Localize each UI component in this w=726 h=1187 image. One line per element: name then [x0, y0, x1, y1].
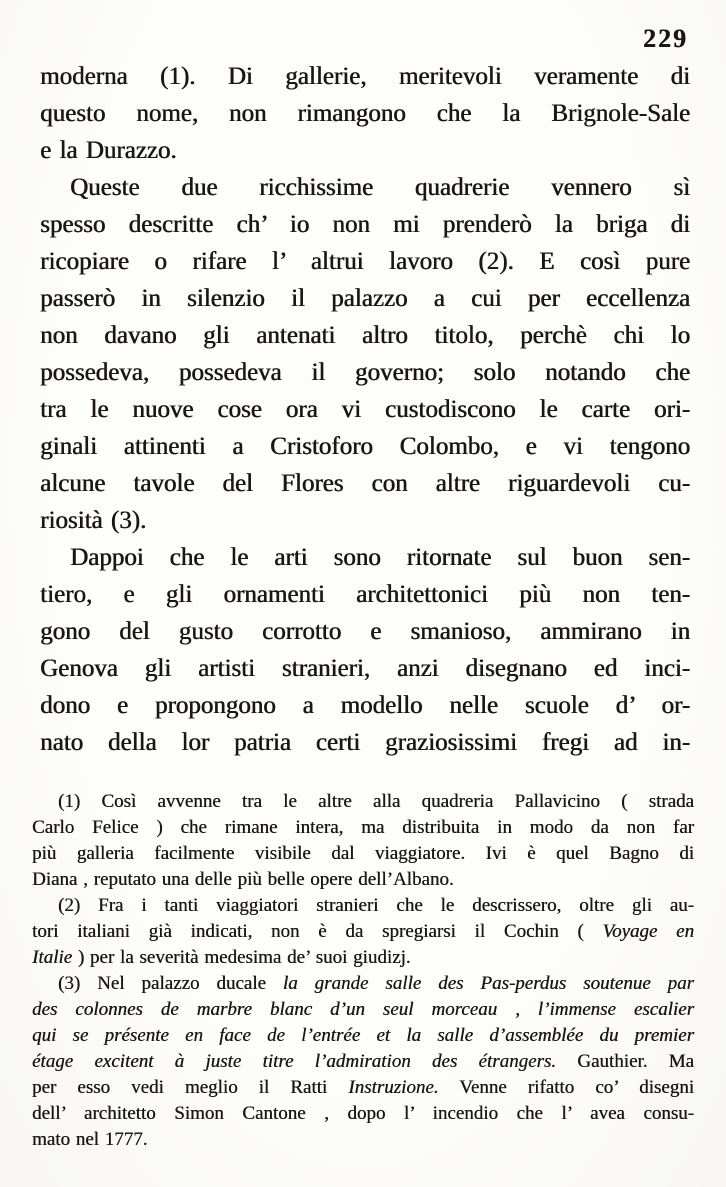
footnote-line: [32, 1127, 694, 1153]
main-text-line: [40, 206, 690, 243]
footnote-line: [32, 1023, 694, 1049]
text-segment: (2) Fra i tanti viaggiatori stranieri che le descrissero, oltre gli au-: [58, 895, 694, 916]
footnote-line: [32, 893, 694, 919]
main-text-line: [40, 502, 690, 539]
footnote-line: [32, 1049, 694, 1075]
main-text-block: [40, 58, 690, 761]
text-segment: dell’ architetto Simon Cantone , dopo l’ incendio che l’ avea consu-: [32, 1103, 694, 1124]
footnote-line: [32, 971, 694, 997]
text-segment: spesso descritte ch’ io non mi prenderò la briga di: [40, 211, 690, 238]
text-segment: più galleria facilmente visibile dal viaggiatore. Ivi è quel Bagno di: [32, 843, 694, 864]
text-segment: moderna (1). Di gallerie, meritevoli veramente di: [40, 63, 690, 90]
text-segment: tiero, e gli ornamenti architettonici più non ten-: [40, 581, 690, 608]
text-segment: possedeva, possedeva il governo; solo notando che: [40, 359, 690, 386]
footnote-line: [32, 1101, 694, 1127]
italic-text-segment: la grande salle des Pas-perdus soutenue par: [282, 973, 694, 994]
text-segment: tra le nuove cose ora vi custodiscono le carte ori-: [40, 396, 690, 423]
italic-text-segment: Voyage en: [602, 921, 694, 942]
footnote-line: [32, 997, 694, 1023]
text-segment: Diana , reputato una delle più belle opere dell’Albano.: [32, 869, 454, 890]
text-segment: nato della lor patria certi graziosissimi fregi ad in-: [40, 729, 690, 756]
text-segment: questo nome, non rimangono che la Brignole-Sale: [40, 100, 690, 127]
main-text-line: [40, 169, 690, 206]
main-text-line: [40, 428, 690, 465]
main-text-line: [40, 687, 690, 724]
footnotes-block: [32, 789, 694, 1153]
text-segment: ricopiare o rifare l’ altrui lavoro (2). E così pure: [40, 248, 690, 275]
italic-text-segment: étage excitent à juste titre l’admiration des étrangers.: [32, 1051, 557, 1072]
main-text-line: [40, 391, 690, 428]
footnote-line: [32, 815, 694, 841]
text-segment: tori italiani già indicati, non è da spregiarsi il Cochin (: [32, 921, 603, 942]
main-text-line: [40, 613, 690, 650]
text-segment: e la Durazzo.: [40, 137, 177, 164]
main-text-line: [40, 95, 690, 132]
main-text-line: [40, 465, 690, 502]
footnote-line: [32, 919, 694, 945]
text-segment: non davano gli antenati altro titolo, perchè chi lo: [40, 322, 690, 349]
text-segment: (1) Così avvenne tra le altre alla quadreria Pallavicino ( strada: [58, 791, 694, 812]
text-segment: riosità (3).: [40, 507, 147, 534]
italic-text-segment: Instruzione.: [348, 1077, 439, 1098]
footnote-line: [32, 841, 694, 867]
text-segment: Queste due ricchissime quadrerie vennero sì: [70, 174, 690, 201]
main-text-line: [40, 539, 690, 576]
text-segment: Dappoi che le arti sono ritornate sul buon sen-: [70, 544, 690, 571]
text-segment: gono del gusto corrotto e smanioso, ammirano in: [40, 618, 690, 645]
main-text-line: [40, 243, 690, 280]
main-text-line: [40, 58, 690, 95]
main-text-line: [40, 650, 690, 687]
footnote-line: [32, 867, 694, 893]
text-segment: Venne rifatto co’ disegni: [438, 1077, 695, 1098]
text-segment: Gauthier. Ma: [556, 1051, 694, 1072]
text-segment: alcune tavole del Flores con altre riguardevoli cu-: [40, 470, 690, 497]
text-segment: dono e propongono a modello nelle scuole d’ or-: [40, 692, 690, 719]
page-number: 229: [643, 24, 688, 53]
text-segment: mato nel 1777.: [32, 1129, 148, 1150]
italic-text-segment: Italie: [32, 947, 73, 968]
text-segment: Genova gli artisti stranieri, anzi disegnano ed inci-: [40, 655, 690, 682]
footnote-line: [32, 945, 694, 971]
text-segment: per esso vedi meglio il Ratti: [32, 1077, 349, 1098]
footnote-line: [32, 1075, 694, 1101]
footnote-line: [32, 789, 694, 815]
main-text-line: [40, 280, 690, 317]
italic-text-segment: qui se présente en face de l’entrée et la salle d’assemblée du premier: [32, 1025, 694, 1046]
text-segment: ginali attinenti a Cristoforo Colombo, e vi tengono: [40, 433, 690, 460]
text-segment: (3) Nel palazzo ducale: [58, 973, 283, 994]
text-segment: passerò in silenzio il palazzo a cui per eccellenza: [40, 285, 690, 312]
italic-text-segment: des colonnes de marbre blanc d’un seul morceau , l’immense escalier: [32, 999, 694, 1020]
main-text-line: [40, 354, 690, 391]
main-text-line: [40, 317, 690, 354]
main-text-line: [40, 576, 690, 613]
main-text-line: [40, 724, 690, 761]
text-segment: Carlo Felice ) che rimane intera, ma distribuita in modo da non far: [32, 817, 694, 838]
text-segment: ) per la severità medesima de’ suoi giudizj.: [72, 947, 411, 968]
main-text-line: [40, 132, 690, 169]
